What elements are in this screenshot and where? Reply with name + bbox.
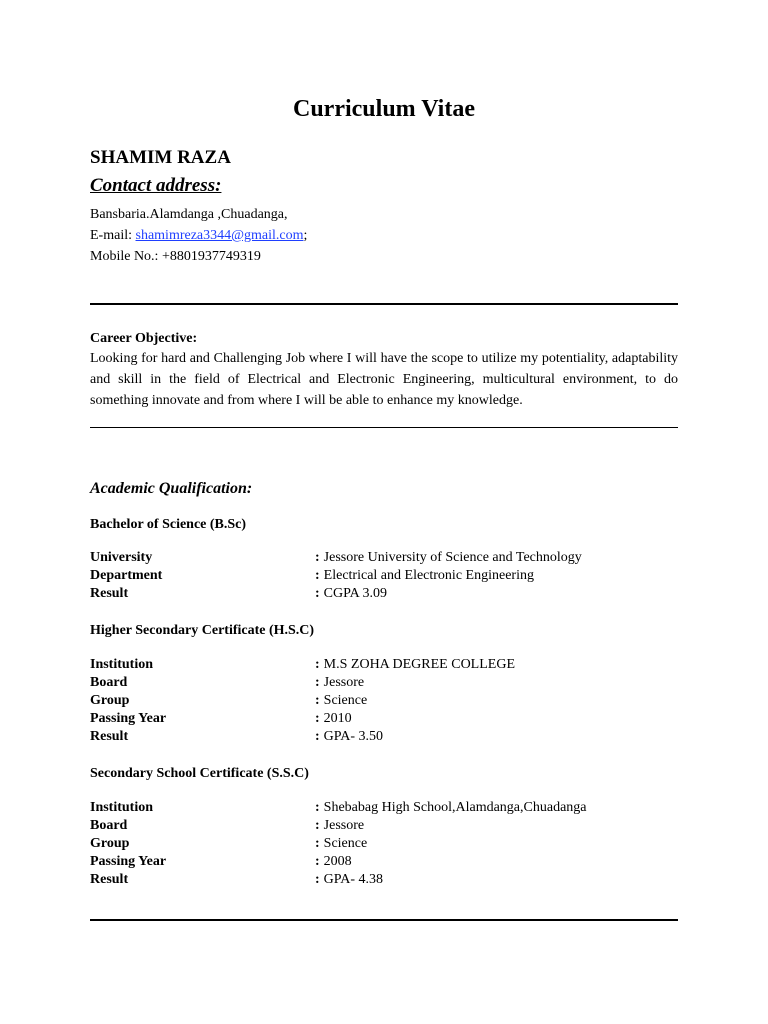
row-label: Result xyxy=(90,586,129,601)
divider-top xyxy=(90,303,678,305)
table-row xyxy=(90,799,678,817)
table-row xyxy=(90,710,678,728)
academic-heading: Academic Qualification: xyxy=(90,480,253,497)
row-colon: : xyxy=(315,675,320,690)
row-value: 2008 xyxy=(323,854,352,869)
contact-address: Bansbaria.Alamdanga ,Chuadanga, xyxy=(90,207,288,222)
row-colon: : xyxy=(315,854,320,869)
row-colon: : xyxy=(315,693,320,708)
row-label: Passing Year xyxy=(90,854,167,869)
ssc-heading: Secondary School Certificate (S.S.C) xyxy=(90,766,309,781)
row-colon: : xyxy=(315,818,320,833)
row-colon: : xyxy=(315,800,320,815)
contact-email-line xyxy=(90,225,307,246)
row-label: Department xyxy=(90,568,163,583)
row-value: Shebabag High School,Alamdanga,Chuadanga xyxy=(323,800,587,815)
hsc-table xyxy=(90,656,678,746)
row-value: Jessore xyxy=(323,818,365,833)
row-colon: : xyxy=(315,872,320,887)
table-row xyxy=(90,656,678,674)
email-link[interactable]: shamimreza3344@gmail.com xyxy=(135,228,304,243)
row-value: GPA- 3.50 xyxy=(323,729,384,744)
career-objective-heading: Career Objective: xyxy=(90,331,198,346)
divider-middle xyxy=(90,427,678,428)
row-label: University xyxy=(90,550,153,565)
row-value: Jessore University of Science and Technology xyxy=(323,550,582,565)
row-label: Institution xyxy=(90,657,154,672)
table-row xyxy=(90,817,678,835)
contact-mobile: Mobile No.: +8801937749319 xyxy=(90,249,261,264)
table-row xyxy=(90,871,678,889)
row-value: Science xyxy=(323,693,368,708)
ssc-table xyxy=(90,799,678,889)
row-colon: : xyxy=(315,836,320,851)
hsc-heading: Higher Secondary Certificate (H.S.C) xyxy=(90,623,315,638)
row-value: Science xyxy=(323,836,368,851)
table-row xyxy=(90,549,678,567)
row-label: Board xyxy=(90,818,128,833)
bsc-heading: Bachelor of Science (B.Sc) xyxy=(90,517,247,532)
row-label: Group xyxy=(90,693,130,708)
table-row xyxy=(90,567,678,585)
row-value: GPA- 4.38 xyxy=(323,872,384,887)
table-row xyxy=(90,585,678,603)
bsc-table xyxy=(90,549,678,603)
row-label: Institution xyxy=(90,800,154,815)
row-colon: : xyxy=(315,586,320,601)
contact-heading: Contact address: xyxy=(90,175,222,196)
row-label: Group xyxy=(90,836,130,851)
document-title: Curriculum Vitae xyxy=(293,96,475,122)
row-label: Result xyxy=(90,872,129,887)
row-value: Electrical and Electronic Engineering xyxy=(323,568,534,583)
row-value: M.S ZOHA DEGREE COLLEGE xyxy=(323,657,515,672)
row-colon: : xyxy=(315,711,320,726)
table-row xyxy=(90,835,678,853)
email-suffix: ; xyxy=(303,228,308,243)
row-label: Passing Year xyxy=(90,711,167,726)
contact-block xyxy=(90,204,307,267)
row-value: Jessore xyxy=(323,675,365,690)
table-row xyxy=(90,674,678,692)
table-row xyxy=(90,692,678,710)
table-row xyxy=(90,853,678,871)
row-value: 2010 xyxy=(323,711,352,726)
candidate-name: SHAMIM RAZA xyxy=(90,147,231,168)
row-label: Board xyxy=(90,675,128,690)
divider-bottom xyxy=(90,919,678,921)
row-colon: : xyxy=(315,568,320,583)
email-prefix: E-mail: xyxy=(90,228,136,243)
row-colon: : xyxy=(315,657,320,672)
table-row xyxy=(90,728,678,746)
career-objective-text: Looking for hard and Challenging Job where I will have the scope to utilize my potentiality, adaptability and skill in the field of Electrical and Electronic Engineering, multicultural environment, to do something innovate and from where I will be able to enhance my knowledge. xyxy=(90,351,678,408)
row-value: CGPA 3.09 xyxy=(323,586,387,601)
row-colon: : xyxy=(315,550,320,565)
row-colon: : xyxy=(315,729,320,744)
row-label: Result xyxy=(90,729,129,744)
